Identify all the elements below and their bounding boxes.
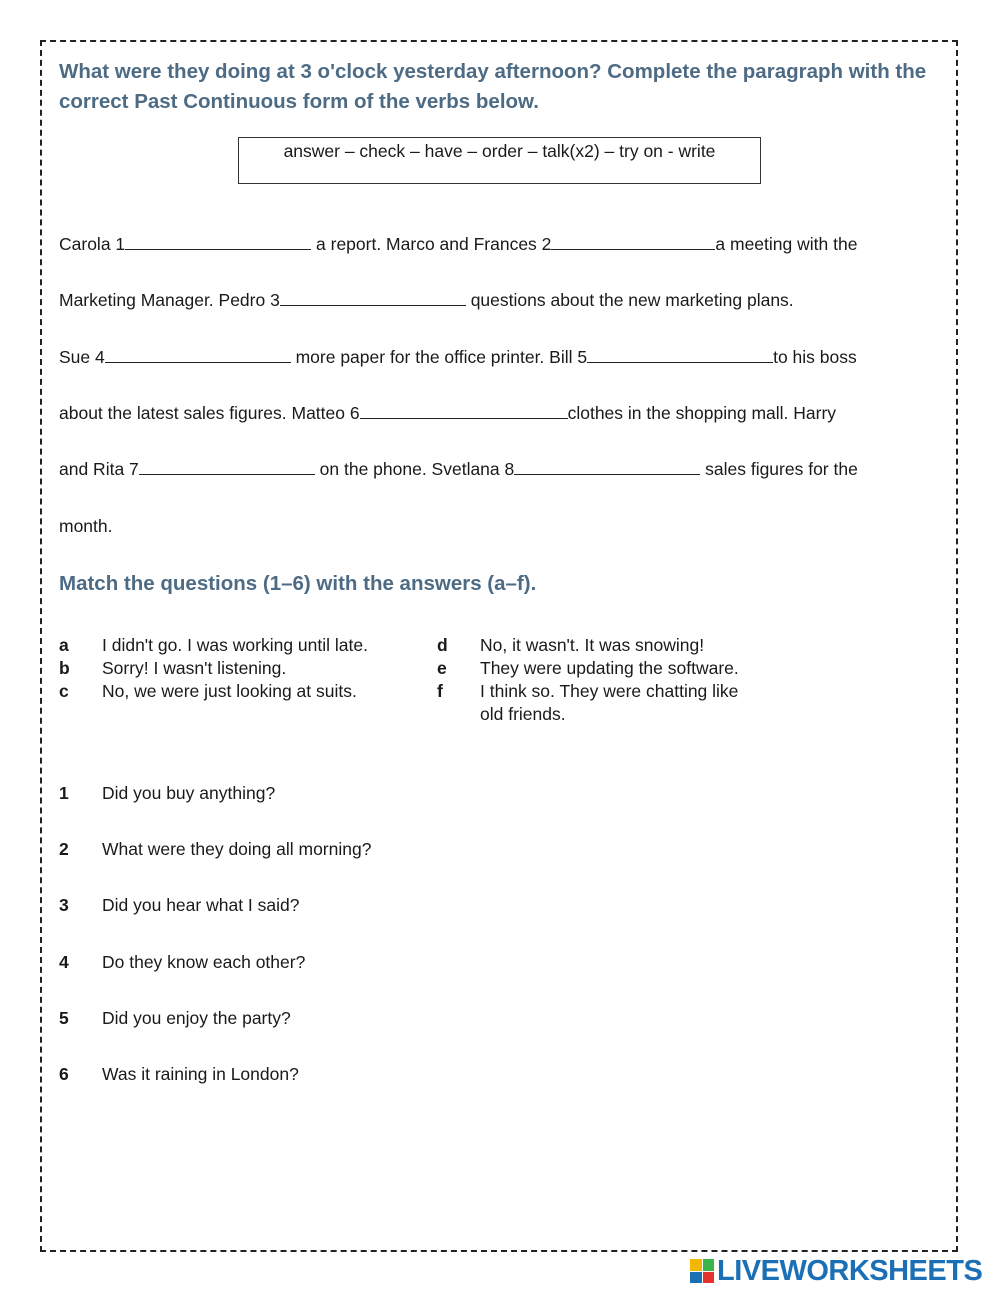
paragraph-line-6: month. (59, 516, 113, 536)
blank-6[interactable] (360, 404, 568, 419)
verb-word-box: answer – check – have – order – talk(x2) – try on - write (238, 137, 761, 184)
liveworksheets-logo-icon (690, 1259, 714, 1283)
liveworksheets-logo[interactable] (690, 1256, 982, 1286)
blank-8[interactable] (514, 460, 700, 475)
paragraph-line-4: about the latest sales figures. Matteo 6 clothes in the shopping mall. Harry (59, 403, 837, 423)
paragraph-line-3: Sue 4 more paper for the office printer. Bill 5 to his boss (59, 347, 857, 367)
blank-2[interactable] (551, 235, 715, 250)
exercise2-instruction: Match the questions (1–6) with the answers (a–f). (59, 572, 537, 595)
blank-3[interactable] (280, 291, 466, 306)
blank-5[interactable] (587, 348, 773, 363)
logo-text: LIVEWORKSHEETS (717, 1254, 983, 1287)
paragraph-line-5: and Rita 7 on the phone. Svetlana 8 sales figures for the (59, 459, 858, 479)
paragraph-line-2: Marketing Manager. Pedro 3 questions about the new marketing plans. (59, 290, 794, 310)
exercise1-instruction: What were they doing at 3 o'clock yesterday afternoon? Complete the paragraph with the correct Past Continuous form of the verbs below. (59, 60, 927, 113)
blank-4[interactable] (105, 348, 291, 363)
blank-1[interactable] (125, 235, 311, 250)
paragraph-line-1: Carola 1 a report. Marco and Frances 2 a meeting with the (59, 234, 858, 254)
blank-7[interactable] (139, 460, 315, 475)
